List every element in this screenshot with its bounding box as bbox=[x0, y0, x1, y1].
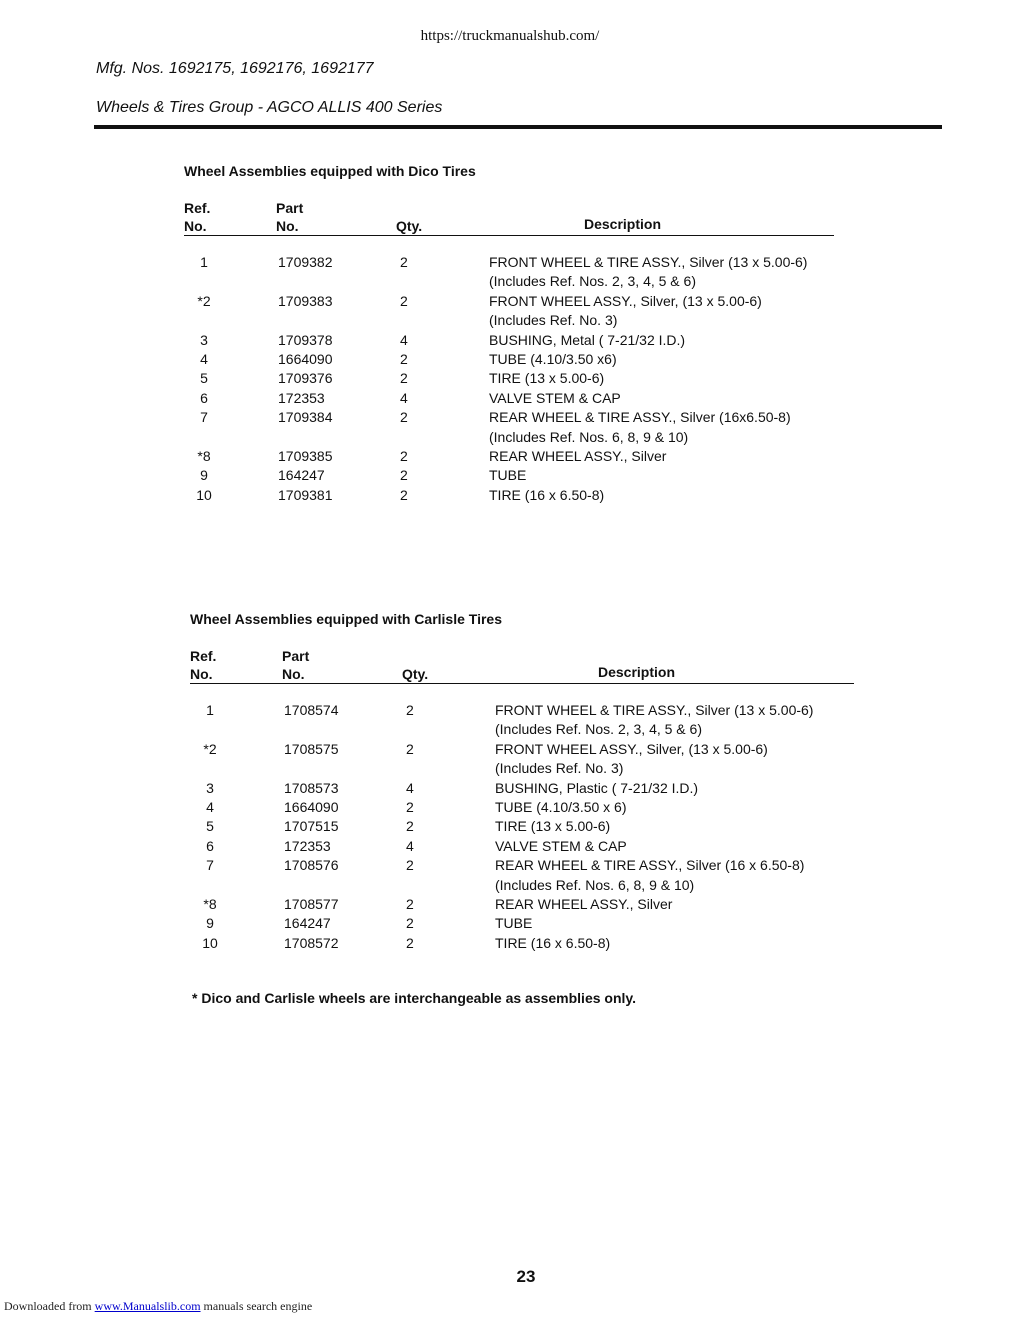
part-no: 164247 bbox=[284, 915, 331, 932]
part-header: Part No. bbox=[282, 648, 310, 682]
table-row bbox=[184, 466, 807, 485]
ref-no: 1 bbox=[206, 702, 214, 718]
table-row bbox=[184, 408, 807, 447]
description: REAR WHEEL ASSY., Silver bbox=[495, 896, 673, 913]
description-note: (Includes Ref. No. 3) bbox=[489, 312, 618, 329]
table-row bbox=[184, 292, 807, 331]
description-note: (Includes Ref. Nos. 2, 3, 4, 5 & 6) bbox=[495, 721, 702, 738]
description: REAR WHEEL & TIRE ASSY., Silver (16 x 6.50-8) bbox=[495, 857, 805, 874]
description-note: (Includes Ref. Nos. 6, 8, 9 & 10) bbox=[495, 876, 695, 893]
table-row bbox=[190, 779, 813, 798]
part-no: 1709384 bbox=[278, 409, 333, 426]
ref-no: 4 bbox=[200, 351, 208, 368]
description: TUBE (4.10/3.50 x 6) bbox=[495, 799, 627, 816]
qty: 2 bbox=[400, 448, 408, 465]
carlisle-section bbox=[190, 611, 813, 953]
ref-no: 9 bbox=[200, 467, 208, 484]
qty: 2 bbox=[406, 857, 414, 874]
ref-no: 7 bbox=[200, 409, 208, 426]
table-header bbox=[190, 635, 813, 687]
description-note: (Includes Ref. Nos. 6, 8, 9 & 10) bbox=[489, 428, 689, 445]
part-no: 1708576 bbox=[284, 857, 339, 874]
parts-table bbox=[184, 253, 807, 505]
footer-suffix: manuals search engine bbox=[203, 1299, 313, 1313]
ref-no: 9 bbox=[206, 915, 214, 932]
qty: 4 bbox=[406, 837, 414, 854]
part-no: 172353 bbox=[284, 837, 331, 854]
ref-no: 5 bbox=[206, 818, 214, 835]
qty: 2 bbox=[406, 702, 414, 718]
ref-no: 5 bbox=[200, 370, 208, 387]
footnote: * Dico and Carlisle wheels are interchangeable as assemblies only. bbox=[192, 990, 637, 1006]
part-header: Part No. bbox=[276, 200, 304, 234]
table-row bbox=[190, 856, 813, 895]
ref-no: 1 bbox=[200, 254, 208, 270]
qty: 2 bbox=[406, 818, 414, 835]
qty: 2 bbox=[400, 370, 408, 387]
ref-no: 7 bbox=[206, 857, 214, 874]
table-row bbox=[184, 389, 807, 408]
section-title: Wheel Assemblies equipped with Dico Tires bbox=[184, 163, 476, 179]
qty: 2 bbox=[406, 915, 414, 932]
description: VALVE STEM & CAP bbox=[495, 837, 627, 854]
description: FRONT WHEEL & TIRE ASSY., Silver (13 x 5.00-6) bbox=[489, 254, 808, 270]
part-no: 1664090 bbox=[278, 351, 333, 368]
qty-header: Qty. bbox=[396, 218, 423, 234]
table-row bbox=[190, 740, 813, 779]
description: REAR WHEEL ASSY., Silver bbox=[489, 448, 667, 465]
ref-no: 10 bbox=[196, 486, 212, 503]
table-row bbox=[184, 350, 807, 369]
part-no: 1708577 bbox=[284, 896, 339, 913]
qty: 2 bbox=[400, 292, 408, 309]
table-row bbox=[190, 895, 813, 914]
description: TUBE bbox=[495, 915, 533, 932]
ref-no: 3 bbox=[206, 779, 214, 796]
header-divider bbox=[184, 235, 834, 236]
qty: 2 bbox=[400, 254, 408, 270]
part-no: 1709381 bbox=[278, 486, 333, 503]
qty: 2 bbox=[400, 467, 408, 484]
download-footer bbox=[4, 1299, 312, 1314]
table-row bbox=[190, 914, 813, 933]
ref-no: *8 bbox=[203, 896, 217, 913]
part-no: 1708573 bbox=[284, 779, 339, 796]
part-no: 1709378 bbox=[278, 331, 333, 348]
table-row bbox=[190, 701, 813, 740]
qty: 2 bbox=[400, 486, 408, 503]
part-no: 1664090 bbox=[284, 799, 339, 816]
header-rule bbox=[94, 125, 942, 129]
qty: 2 bbox=[400, 409, 408, 426]
table-row bbox=[184, 486, 807, 505]
ref-no: 3 bbox=[200, 331, 208, 348]
qty: 2 bbox=[406, 799, 414, 816]
ref-header: Ref. No. bbox=[184, 200, 211, 234]
ref-no: 6 bbox=[200, 389, 208, 406]
qty: 4 bbox=[400, 389, 408, 406]
group-title: Wheels & Tires Group - AGCO ALLIS 400 Series bbox=[96, 99, 443, 116]
part-no: 1709385 bbox=[278, 448, 333, 465]
part-no: 1708572 bbox=[284, 934, 339, 951]
table-row bbox=[184, 447, 807, 466]
ref-no: 6 bbox=[206, 837, 214, 854]
qty: 4 bbox=[406, 779, 414, 796]
part-no: 1708575 bbox=[284, 740, 339, 757]
part-no: 1707515 bbox=[284, 818, 339, 835]
qty: 2 bbox=[406, 934, 414, 951]
description: BUSHING, Plastic ( 7-21/32 I.D.) bbox=[495, 779, 699, 796]
table-row bbox=[190, 837, 813, 856]
part-no: 1709383 bbox=[278, 292, 333, 309]
manualslib-link[interactable]: www.Manualslib.com bbox=[94, 1299, 201, 1313]
table-row bbox=[184, 253, 807, 292]
ref-no: *8 bbox=[197, 448, 211, 465]
qty: 2 bbox=[400, 351, 408, 368]
qty: 2 bbox=[406, 740, 414, 757]
description-header: Description bbox=[584, 216, 662, 232]
description: VALVE STEM & CAP bbox=[489, 389, 621, 406]
description-note: (Includes Ref. Nos. 2, 3, 4, 5 & 6) bbox=[489, 273, 696, 290]
part-no: 164247 bbox=[278, 467, 325, 484]
source-url: https://truckmanualshub.com/ bbox=[420, 28, 600, 44]
description: TUBE (4.10/3.50 x6) bbox=[489, 351, 617, 368]
ref-no: *2 bbox=[197, 292, 211, 309]
description: TIRE (16 x 6.50-8) bbox=[489, 486, 605, 503]
part-no: 1709376 bbox=[278, 370, 333, 387]
ref-header: Ref. No. bbox=[190, 648, 217, 682]
qty: 4 bbox=[400, 331, 408, 348]
ref-no: 4 bbox=[206, 799, 214, 816]
description: BUSHING, Metal ( 7-21/32 I.D.) bbox=[489, 331, 686, 348]
description: FRONT WHEEL ASSY., Silver, (13 x 5.00-6) bbox=[495, 740, 768, 757]
footer-prefix: Downloaded from bbox=[4, 1299, 92, 1313]
dico-section bbox=[184, 163, 807, 505]
table-header bbox=[184, 187, 807, 239]
table-row bbox=[190, 934, 813, 953]
description: TIRE (16 x 6.50-8) bbox=[495, 934, 611, 951]
page-number: 23 bbox=[516, 1267, 536, 1286]
section-title: Wheel Assemblies equipped with Carlisle Tires bbox=[190, 611, 502, 627]
description: TIRE (13 x 5.00-6) bbox=[489, 370, 605, 387]
description-header: Description bbox=[598, 664, 676, 680]
header-divider bbox=[190, 683, 854, 684]
table-row bbox=[184, 369, 807, 388]
part-no: 172353 bbox=[278, 389, 325, 406]
description: TUBE bbox=[489, 467, 527, 484]
parts-table bbox=[190, 701, 813, 953]
description: FRONT WHEEL & TIRE ASSY., Silver (13 x 5.00-6) bbox=[495, 702, 814, 718]
table-row bbox=[190, 798, 813, 817]
description: FRONT WHEEL ASSY., Silver, (13 x 5.00-6) bbox=[489, 292, 762, 309]
table-row bbox=[184, 331, 807, 350]
qty-header: Qty. bbox=[402, 666, 429, 682]
part-no: 1708574 bbox=[284, 702, 339, 718]
ref-no: *2 bbox=[203, 740, 217, 757]
description-note: (Includes Ref. No. 3) bbox=[495, 760, 624, 777]
description: TIRE (13 x 5.00-6) bbox=[495, 818, 611, 835]
table-row bbox=[190, 817, 813, 836]
part-no: 1709382 bbox=[278, 254, 333, 270]
qty: 2 bbox=[406, 896, 414, 913]
mfg-numbers: Mfg. Nos. 1692175, 1692176, 1692177 bbox=[96, 60, 374, 77]
ref-no: 10 bbox=[202, 934, 218, 951]
description: REAR WHEEL & TIRE ASSY., Silver (16x6.50-8) bbox=[489, 409, 791, 426]
